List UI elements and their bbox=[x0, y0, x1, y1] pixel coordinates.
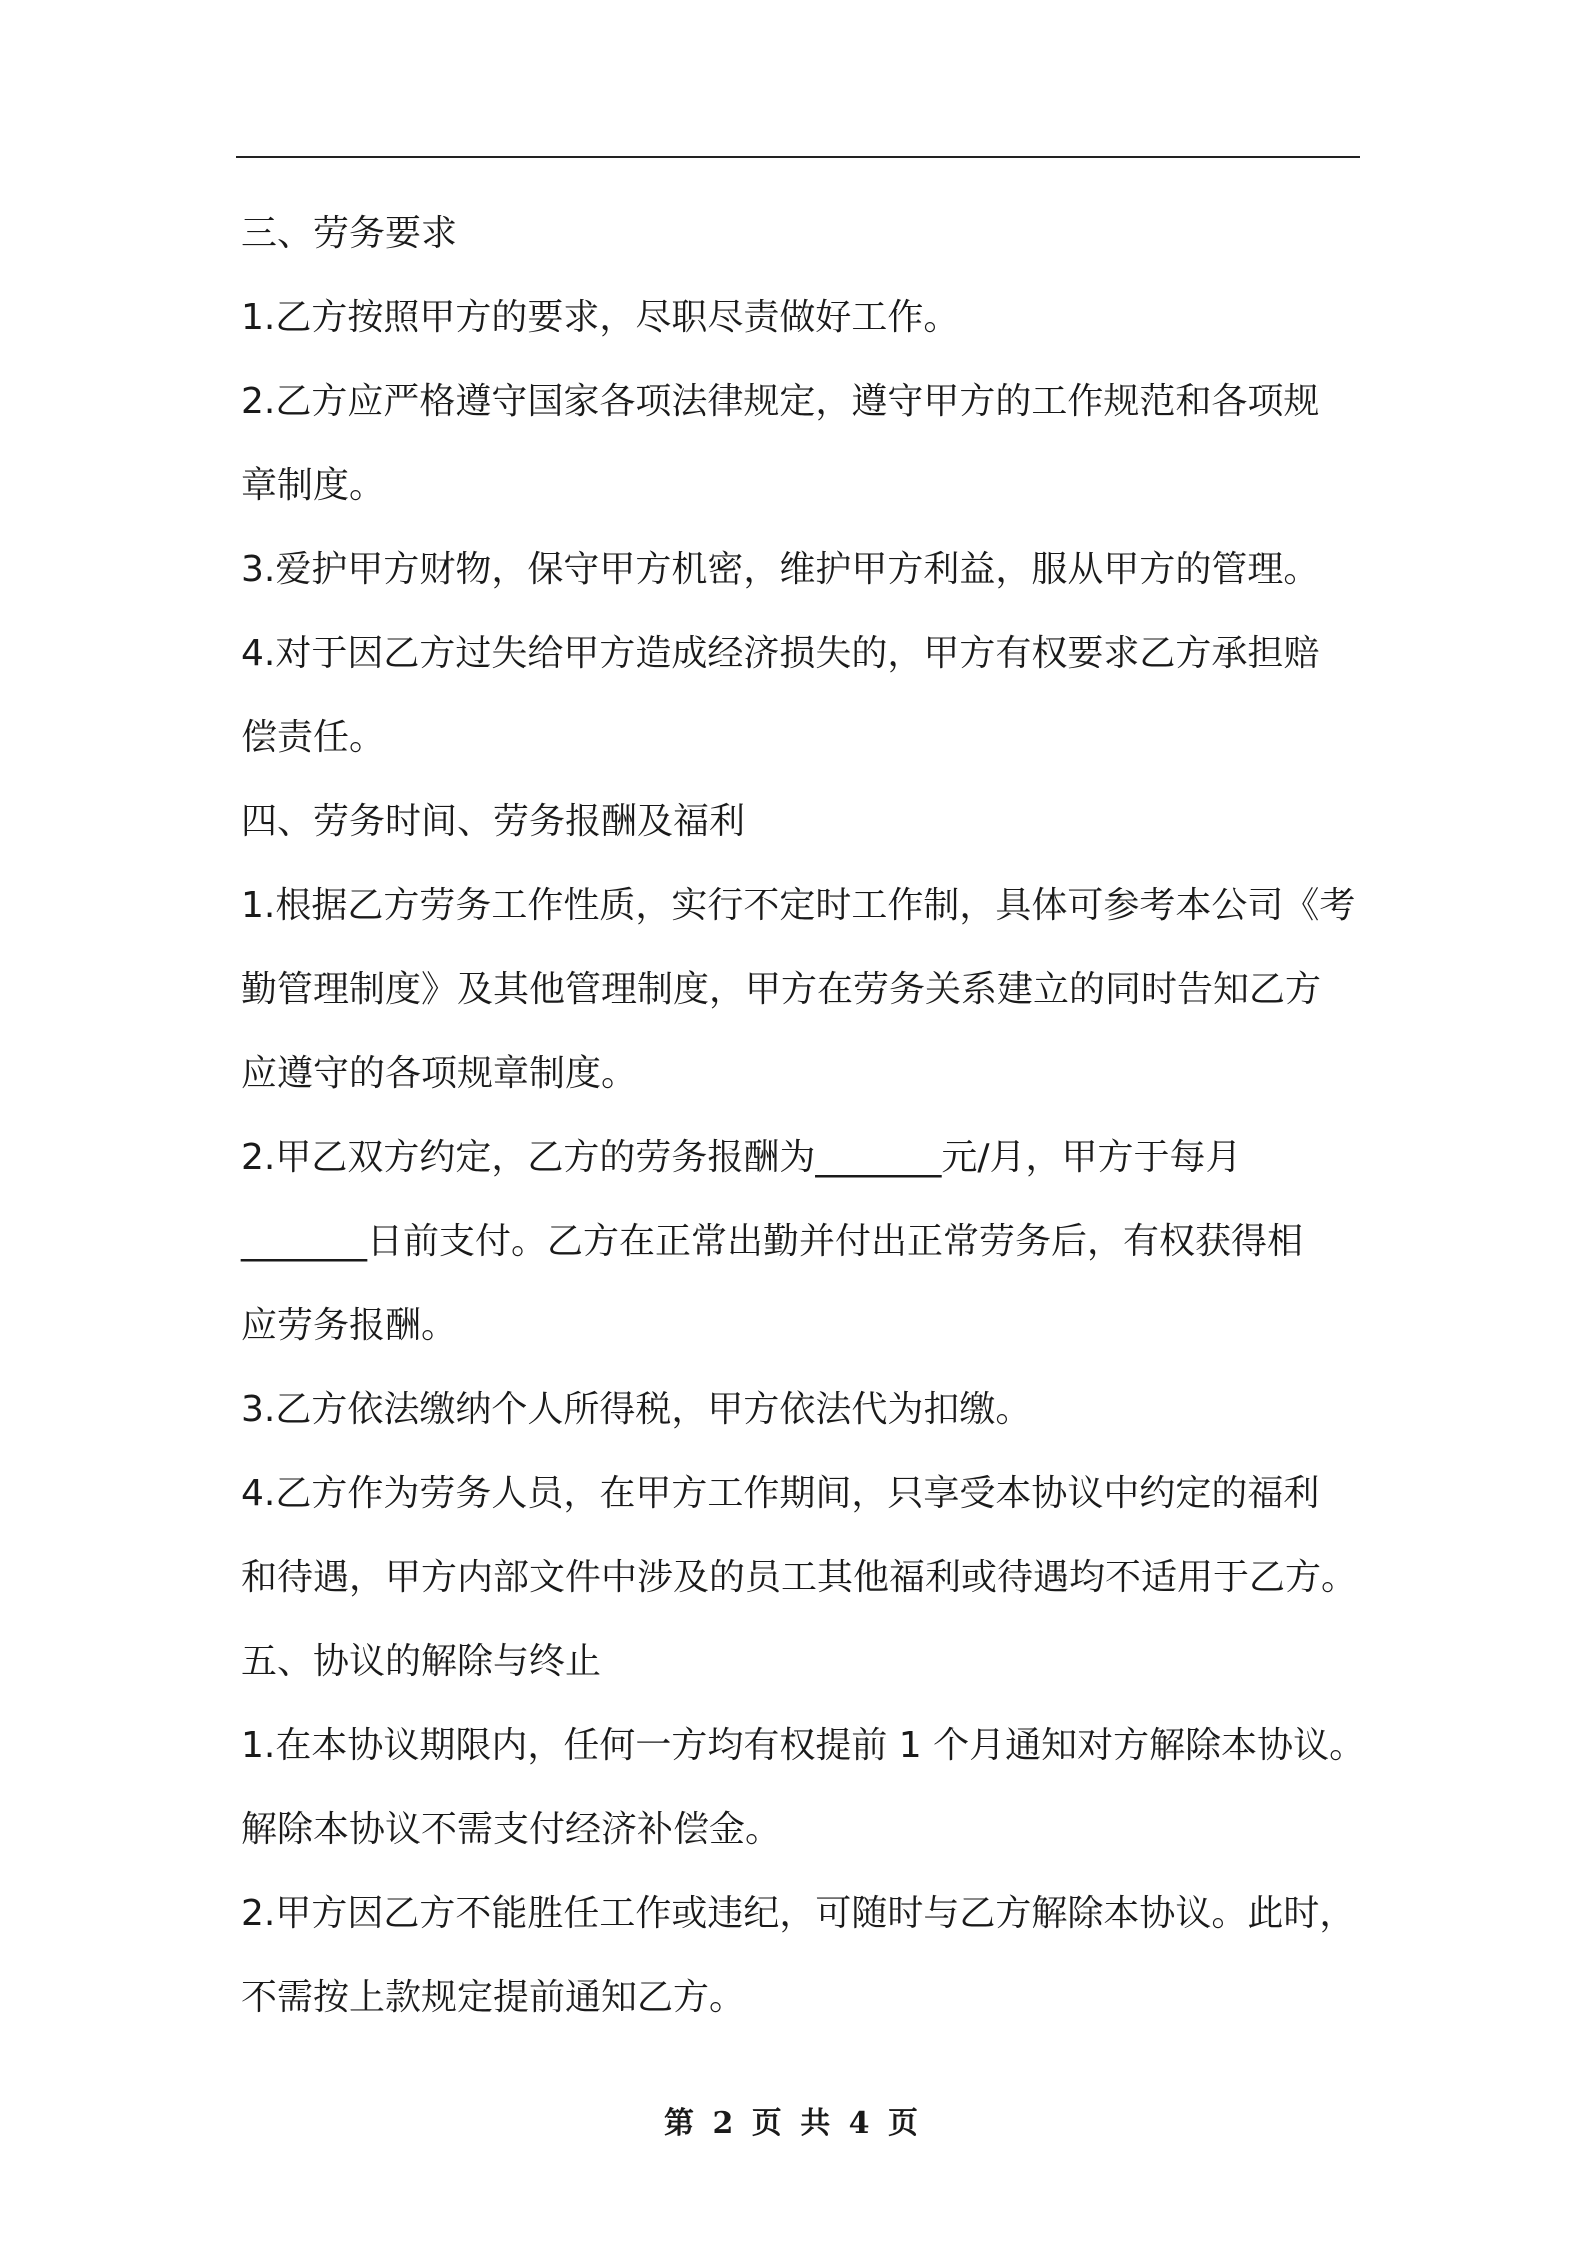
paragraph-line: 应劳务报酬。 bbox=[241, 1305, 458, 1346]
paragraph-line: 不需按上款规定提前通知乙方。 bbox=[241, 1977, 746, 2018]
paragraph-line: _______日前支付。乙方在正常出勤并付出正常劳务后，有权获得相 bbox=[241, 1221, 1304, 1262]
page-number-footer: 第 2 页 共 4 页 bbox=[664, 2106, 922, 2141]
paragraph-line: 1.根据乙方劳务工作性质，实行不定时工作制，具体可参考本公司《考 bbox=[241, 885, 1356, 926]
header-divider bbox=[236, 156, 1360, 158]
paragraph-line: 2.甲乙双方约定，乙方的劳务报酬为_______元/月，甲方于每月 bbox=[241, 1137, 1242, 1178]
document-body bbox=[241, 192, 1381, 2040]
paragraph-line: 应遵守的各项规章制度。 bbox=[241, 1053, 638, 1094]
paragraph-line: 1.乙方按照甲方的要求，尽职尽责做好工作。 bbox=[241, 297, 960, 338]
paragraph-line: 4.乙方作为劳务人员，在甲方工作期间，只享受本协议中约定的福利 bbox=[241, 1473, 1320, 1514]
paragraph-line: 偿责任。 bbox=[241, 717, 386, 758]
section-heading-4: 四、劳务时间、劳务报酬及福利 bbox=[241, 801, 746, 842]
paragraph-line: 3.爱护甲方财物，保守甲方机密，维护甲方利益，服从甲方的管理。 bbox=[241, 549, 1320, 590]
paragraph-line: 章制度。 bbox=[241, 465, 386, 506]
paragraph-line: 勤管理制度》及其他管理制度，甲方在劳务关系建立的同时告知乙方 bbox=[241, 969, 1322, 1010]
section-heading-5: 五、协议的解除与终止 bbox=[241, 1641, 602, 1682]
section-heading-3: 三、劳务要求 bbox=[241, 213, 458, 254]
paragraph-line: 4.对于因乙方过失给甲方造成经济损失的，甲方有权要求乙方承担赔 bbox=[241, 633, 1320, 674]
paragraph-line: 3.乙方依法缴纳个人所得税，甲方依法代为扣缴。 bbox=[241, 1389, 1032, 1430]
paragraph-line: 1.在本协议期限内，任何一方均有权提前 1 个月通知对方解除本协议。 bbox=[241, 1725, 1366, 1766]
paragraph-line: 解除本协议不需支付经济补偿金。 bbox=[241, 1809, 782, 1850]
paragraph-line: 2.甲方因乙方不能胜任工作或违纪，可随时与乙方解除本协议。此时， bbox=[241, 1893, 1356, 1934]
paragraph-line: 和待遇，甲方内部文件中涉及的员工其他福利或待遇均不适用于乙方。 bbox=[241, 1557, 1358, 1598]
paragraph-line: 2.乙方应严格遵守国家各项法律规定，遵守甲方的工作规范和各项规 bbox=[241, 381, 1320, 422]
